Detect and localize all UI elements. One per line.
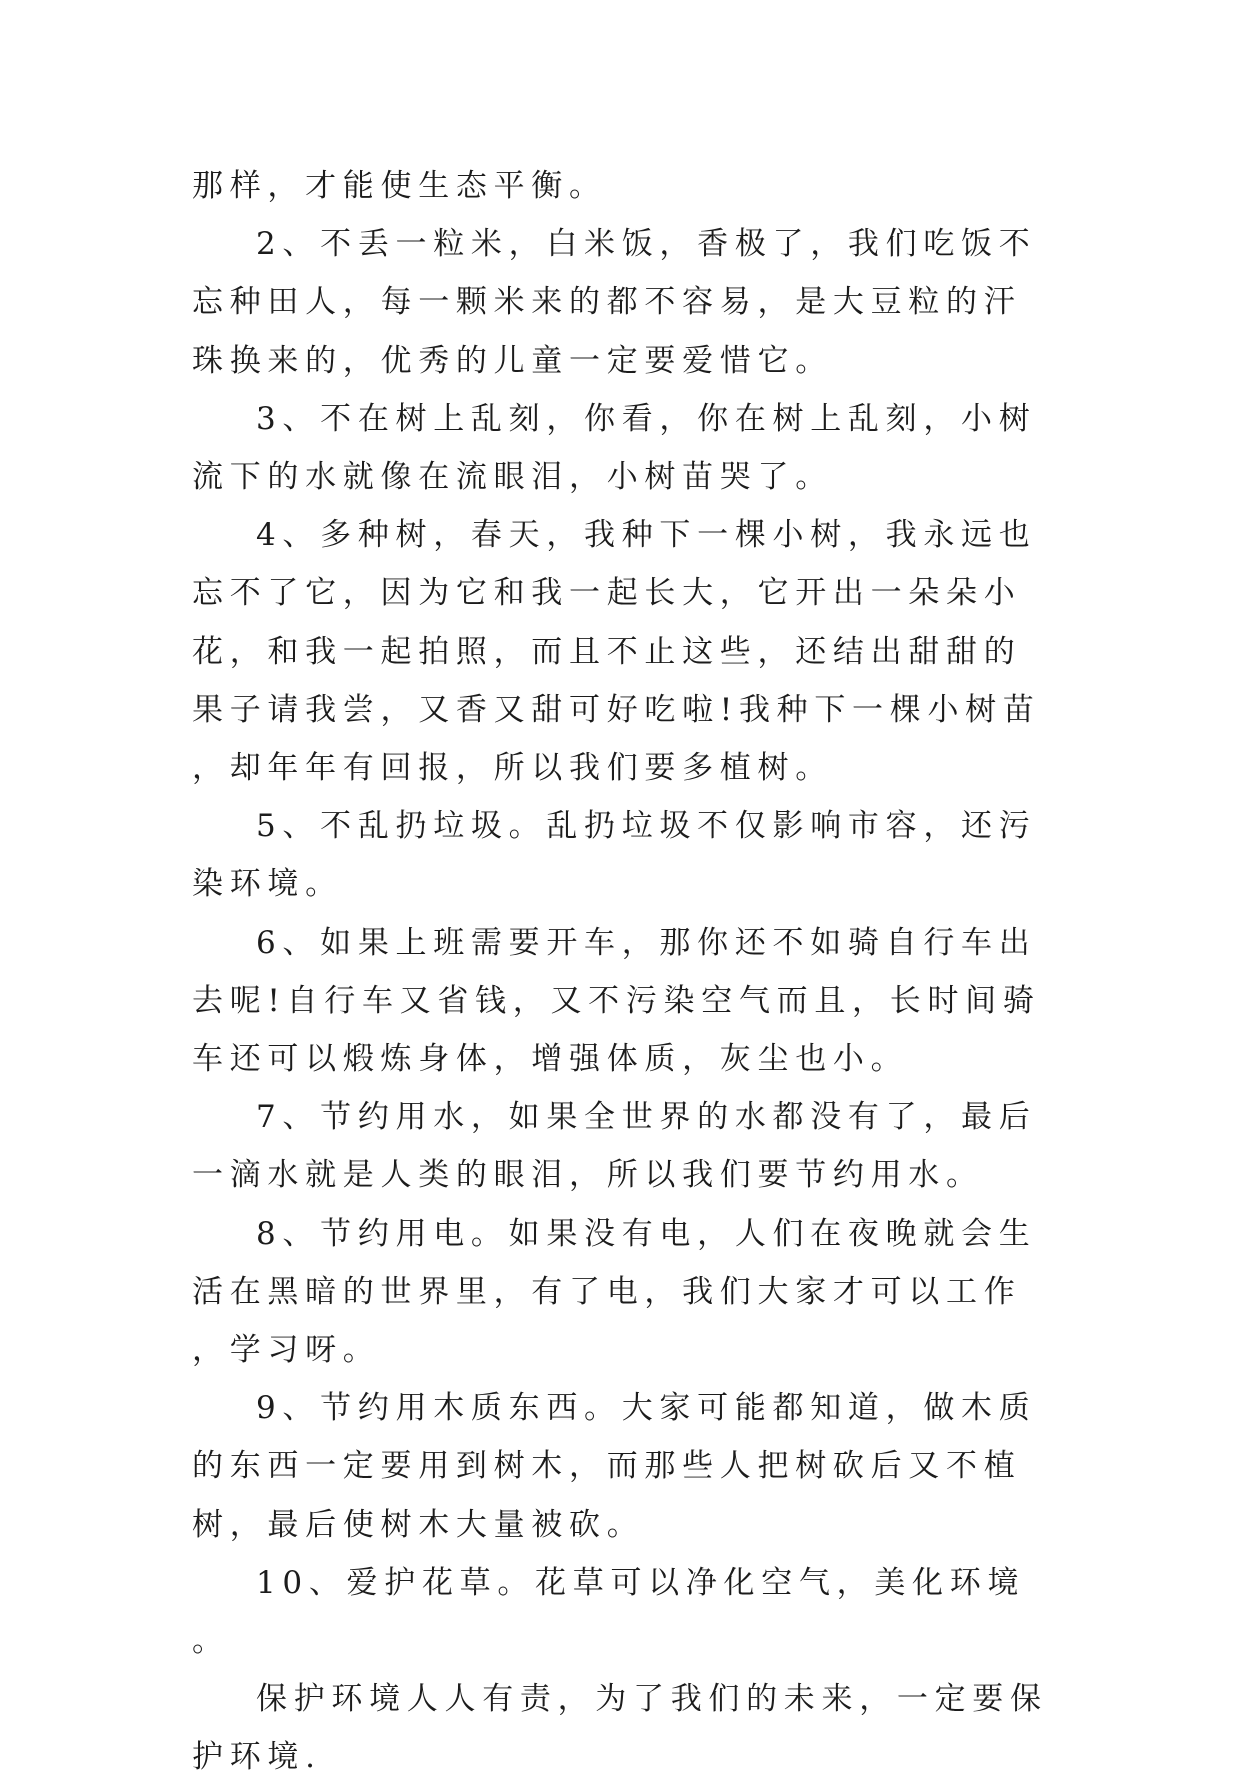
paragraph-item-2: 2、不丢一粒米，白米饭，香极了，我们吃饭不忘种田人，每一颗米来的都不容易，是大豆粒的汗珠换来的，优秀的儿童一定要爱惜它。 [192, 226, 1037, 379]
paragraph-item-6: 6、如果上班需要开车，那你还不如骑自行车出去呢!自行车又省钱，又不污染空气而且，长时间骑车还可以煅炼身体，增强体质，灰尘也小。 [192, 924, 1041, 1078]
paragraph-item-8: 8、节约用电。如果没有电，人们在夜晚就会生活在黑暗的世界里，有了电，我们大家才可以工作，学习呀。 [192, 1215, 1037, 1369]
paragraph-item-4: 4、多种树，春天，我种下一棵小树，我永远也忘不了它，因为它和我一起长大，它开出一朵朵小花，和我一起拍照，而且不止这些，还结出甜甜的果子请我尝，又香又甜可好吃啦!我种下一棵小树苗，却年年有回报，所以我们要多植树。 [192, 517, 1041, 787]
paragraph-item-5: 5、不乱扔垃圾。乱扔垃圾不仅影响市容，还污染环境。 [192, 808, 1037, 903]
document-body [192, 157, 1052, 1787]
paragraph-conclusion: 保护环境人人有责，为了我们的未来，一定要保护环境. [192, 1681, 1048, 1776]
paragraph-item-9: 9、节约用木质东西。大家可能都知道，做木质的东西一定要用到树木，而那些人把树砍后又不植树，最后使树木大量被砍。 [192, 1390, 1037, 1543]
paragraph-item-7: 7、节约用水，如果全世界的水都没有了，最后一滴水就是人类的眼泪，所以我们要节约用水。 [192, 1099, 1037, 1194]
paragraph-continuation: 那样，才能使生态平衡。 [192, 168, 607, 204]
paragraph-item-3: 3、不在树上乱刻，你看，你在树上乱刻，小树流下的水就像在流眼泪，小树苗哭了。 [192, 400, 1037, 496]
paragraph-item-10: 10、爱护花草。花草可以净化空气，美化环境。 [192, 1564, 1026, 1660]
